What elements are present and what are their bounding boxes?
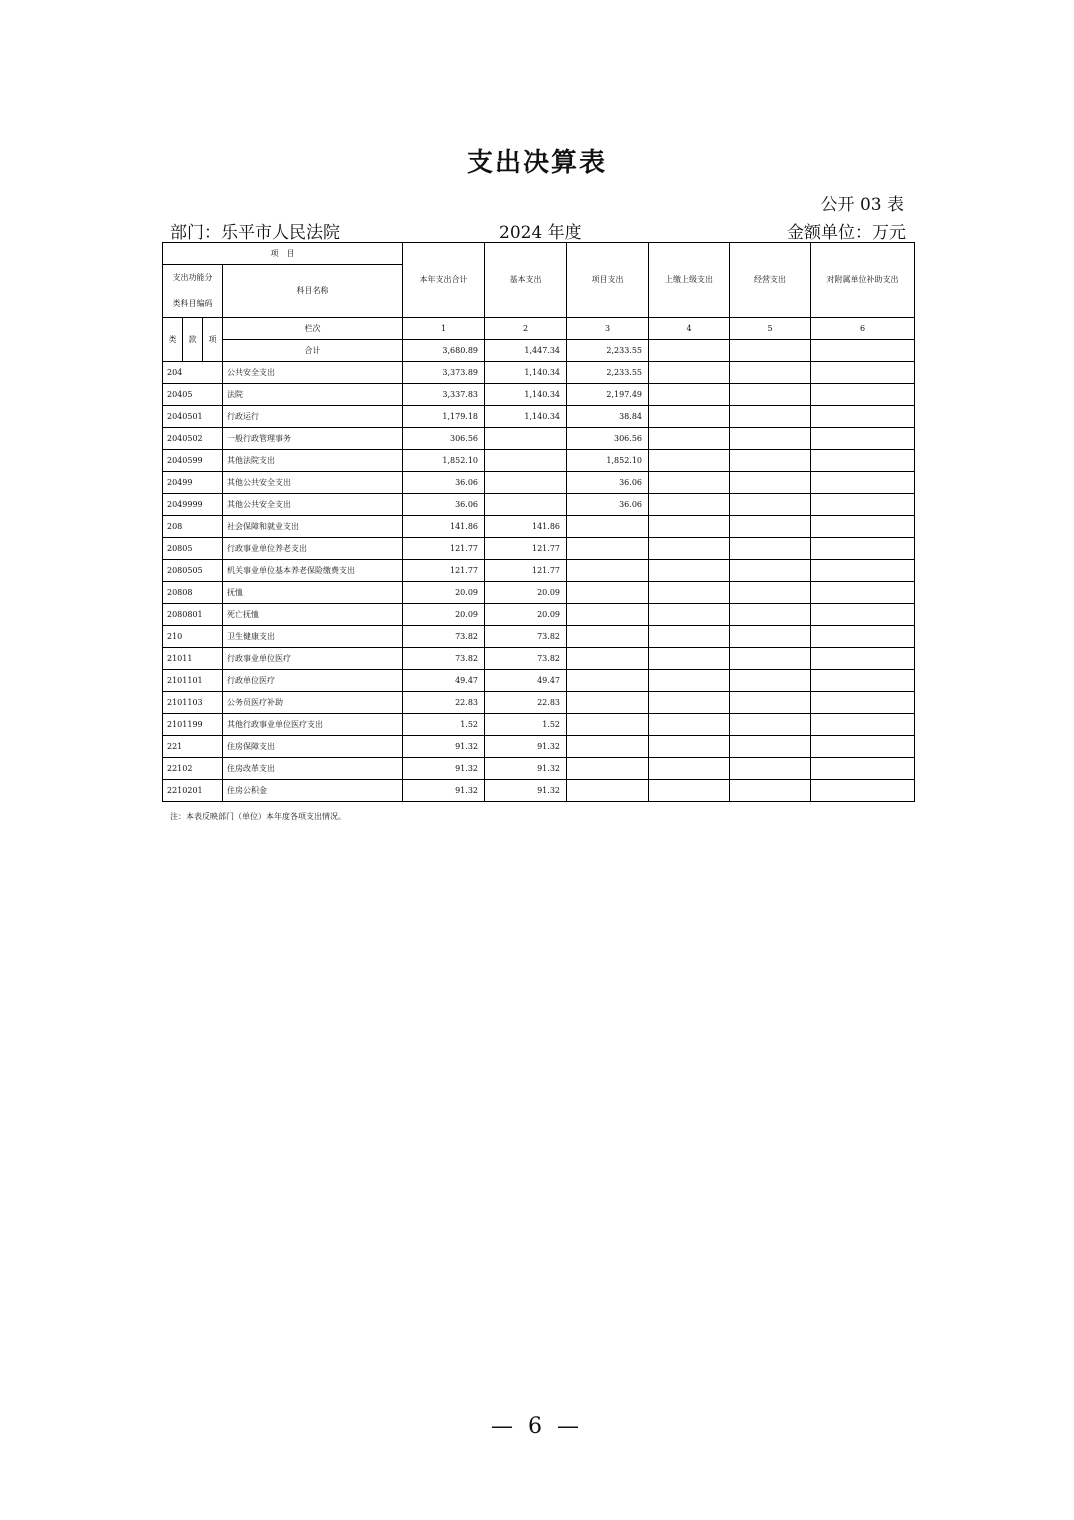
amount-cell: 20.09	[485, 582, 567, 604]
amount-cell	[567, 604, 649, 626]
amount-cell	[649, 604, 730, 626]
expenditure-table	[162, 242, 915, 802]
amount-cell: 49.47	[403, 670, 485, 692]
amount-cell: 20.09	[403, 604, 485, 626]
table-row	[163, 626, 915, 648]
amount-cell	[811, 406, 915, 428]
amount-unit: 金额单位：万元	[787, 223, 906, 243]
amount-cell	[649, 428, 730, 450]
amount-cell	[649, 384, 730, 406]
amount-cell: 121.77	[485, 538, 567, 560]
amount-cell	[811, 626, 915, 648]
amount-cell	[730, 362, 811, 384]
amount-cell	[811, 516, 915, 538]
table-row	[163, 582, 915, 604]
form-number: 公开 03 表	[820, 195, 904, 215]
amount-cell: 36.06	[403, 494, 485, 516]
subject-name: 抚恤	[223, 582, 403, 604]
subject-name: 行政单位医疗	[223, 670, 403, 692]
amount-cell: 20.09	[485, 604, 567, 626]
amount-cell: 1.52	[403, 714, 485, 736]
table-row	[163, 472, 915, 494]
table-row	[163, 362, 915, 384]
amount-cell: 2,197.49	[567, 384, 649, 406]
amount-cell	[567, 516, 649, 538]
amount-cell: 121.77	[403, 538, 485, 560]
subject-name: 一般行政管理事务	[223, 428, 403, 450]
amount-cell	[811, 538, 915, 560]
amount-cell	[567, 648, 649, 670]
table-row	[163, 604, 915, 626]
amount-cell: 121.77	[485, 560, 567, 582]
header-subject-name: 科目名称	[223, 265, 403, 318]
amount-cell	[730, 648, 811, 670]
amount-cell	[730, 560, 811, 582]
header-col-basic: 基本支出	[485, 243, 567, 318]
subject-code: 2080801	[163, 604, 223, 626]
subject-name: 住房保障支出	[223, 736, 403, 758]
table-row	[163, 780, 915, 802]
amount-cell	[730, 428, 811, 450]
table-row	[163, 406, 915, 428]
subject-code: 2101103	[163, 692, 223, 714]
header-col-business: 经营支出	[730, 243, 811, 318]
amount-cell: 91.32	[485, 736, 567, 758]
amount-cell: 1,140.34	[485, 384, 567, 406]
table-row	[163, 428, 915, 450]
amount-cell	[485, 450, 567, 472]
amount-cell	[567, 714, 649, 736]
fiscal-year: 2024 年度	[499, 223, 582, 243]
amount-cell	[730, 406, 811, 428]
subject-code: 210	[163, 626, 223, 648]
subject-name: 法院	[223, 384, 403, 406]
amount-cell	[649, 582, 730, 604]
amount-cell	[649, 626, 730, 648]
header-col-total: 本年支出合计	[403, 243, 485, 318]
subject-name: 其他行政事业单位医疗支出	[223, 714, 403, 736]
amount-cell	[649, 758, 730, 780]
amount-cell	[811, 450, 915, 472]
amount-cell	[730, 714, 811, 736]
amount-cell: 36.06	[567, 472, 649, 494]
amount-cell: 1.52	[485, 714, 567, 736]
subject-name: 其他公共安全支出	[223, 494, 403, 516]
subject-name: 机关事业单位基本养老保险缴费支出	[223, 560, 403, 582]
subject-name: 其他公共安全支出	[223, 472, 403, 494]
subject-code: 2049999	[163, 494, 223, 516]
amount-cell	[811, 560, 915, 582]
amount-cell	[649, 406, 730, 428]
subject-code: 20808	[163, 582, 223, 604]
department-label: 部门：乐平市人民法院	[170, 223, 340, 243]
subject-name: 死亡抚恤	[223, 604, 403, 626]
amount-cell	[649, 450, 730, 472]
total-value	[730, 340, 811, 362]
amount-cell	[649, 780, 730, 802]
amount-cell	[649, 362, 730, 384]
amount-cell	[567, 736, 649, 758]
amount-cell: 1,852.10	[403, 450, 485, 472]
amount-cell: 91.32	[485, 780, 567, 802]
amount-cell	[730, 494, 811, 516]
amount-cell	[567, 758, 649, 780]
amount-cell	[730, 736, 811, 758]
amount-cell	[567, 582, 649, 604]
header-kuan: 款	[183, 318, 203, 362]
header-func-code: 支出功能分类科目编码	[163, 265, 223, 318]
amount-cell	[811, 692, 915, 714]
amount-cell	[811, 670, 915, 692]
amount-cell	[567, 626, 649, 648]
amount-cell	[811, 736, 915, 758]
col-num: 1	[403, 318, 485, 340]
amount-cell: 2,233.55	[567, 362, 649, 384]
amount-cell	[567, 538, 649, 560]
table-row	[163, 736, 915, 758]
subject-name: 社会保障和就业支出	[223, 516, 403, 538]
amount-cell: 36.06	[567, 494, 649, 516]
total-value	[649, 340, 730, 362]
subject-name: 住房改革支出	[223, 758, 403, 780]
amount-cell	[811, 472, 915, 494]
amount-cell	[730, 758, 811, 780]
amount-cell	[649, 670, 730, 692]
amount-cell: 91.32	[403, 736, 485, 758]
page-title: 支出决算表	[466, 148, 607, 178]
amount-cell	[485, 428, 567, 450]
subject-name: 卫生健康支出	[223, 626, 403, 648]
subject-code: 21011	[163, 648, 223, 670]
amount-cell	[730, 670, 811, 692]
subject-code: 2040599	[163, 450, 223, 472]
subject-code: 20405	[163, 384, 223, 406]
amount-cell	[649, 714, 730, 736]
amount-cell: 1,140.34	[485, 406, 567, 428]
table-note: 注：本表反映部门（单位）本年度各项支出情况。	[170, 812, 346, 821]
amount-cell	[730, 472, 811, 494]
meta-line	[170, 218, 906, 242]
amount-cell: 3,337.83	[403, 384, 485, 406]
amount-cell	[811, 714, 915, 736]
amount-cell: 20.09	[403, 582, 485, 604]
amount-cell: 91.32	[403, 780, 485, 802]
amount-cell	[649, 692, 730, 714]
table-row	[163, 758, 915, 780]
total-label: 合计	[223, 340, 403, 362]
amount-cell	[730, 604, 811, 626]
amount-cell	[649, 538, 730, 560]
amount-cell	[811, 384, 915, 406]
amount-cell: 91.32	[403, 758, 485, 780]
amount-cell: 36.06	[403, 472, 485, 494]
amount-cell: 73.82	[485, 626, 567, 648]
table-row	[163, 714, 915, 736]
amount-cell	[730, 626, 811, 648]
amount-cell: 73.82	[403, 626, 485, 648]
total-value: 2,233.55	[567, 340, 649, 362]
amount-cell: 306.56	[567, 428, 649, 450]
subject-name: 行政事业单位养老支出	[223, 538, 403, 560]
amount-cell	[730, 582, 811, 604]
amount-cell	[649, 560, 730, 582]
amount-cell	[730, 516, 811, 538]
col-num: 3	[567, 318, 649, 340]
amount-cell	[649, 494, 730, 516]
amount-cell: 3,373.89	[403, 362, 485, 384]
total-value: 1,447.34	[485, 340, 567, 362]
header-lei: 类	[163, 318, 183, 362]
table-row	[163, 560, 915, 582]
subject-code: 20499	[163, 472, 223, 494]
table-row	[163, 516, 915, 538]
subject-code: 208	[163, 516, 223, 538]
amount-cell	[567, 692, 649, 714]
amount-cell	[567, 670, 649, 692]
amount-cell	[811, 494, 915, 516]
amount-cell: 141.86	[485, 516, 567, 538]
subject-name: 公共安全支出	[223, 362, 403, 384]
amount-cell: 1,852.10	[567, 450, 649, 472]
subject-code: 2080505	[163, 560, 223, 582]
subject-code: 204	[163, 362, 223, 384]
subject-name: 其他法院支出	[223, 450, 403, 472]
subject-name: 行政运行	[223, 406, 403, 428]
amount-cell	[567, 780, 649, 802]
amount-cell	[649, 648, 730, 670]
amount-cell: 22.83	[403, 692, 485, 714]
header-xiang: 项	[203, 318, 223, 362]
amount-cell	[485, 472, 567, 494]
table-row	[163, 648, 915, 670]
table-row	[163, 538, 915, 560]
amount-cell	[811, 780, 915, 802]
amount-cell	[730, 692, 811, 714]
header-col-subsidy: 对附属单位补助支出	[811, 243, 915, 318]
amount-cell: 73.82	[485, 648, 567, 670]
amount-cell	[811, 582, 915, 604]
amount-cell	[811, 648, 915, 670]
amount-cell: 73.82	[403, 648, 485, 670]
subject-code: 2040501	[163, 406, 223, 428]
subject-code: 22102	[163, 758, 223, 780]
amount-cell	[567, 560, 649, 582]
amount-cell: 22.83	[485, 692, 567, 714]
total-value	[811, 340, 915, 362]
amount-cell	[649, 472, 730, 494]
subject-code: 2210201	[163, 780, 223, 802]
table-row	[163, 450, 915, 472]
header-lanci: 栏次	[223, 318, 403, 340]
subject-name: 住房公积金	[223, 780, 403, 802]
col-num: 6	[811, 318, 915, 340]
amount-cell: 306.56	[403, 428, 485, 450]
subject-code: 20805	[163, 538, 223, 560]
amount-cell	[649, 736, 730, 758]
table-row	[163, 384, 915, 406]
subject-code: 2101199	[163, 714, 223, 736]
table-row	[163, 494, 915, 516]
total-value: 3,680.89	[403, 340, 485, 362]
table-row	[163, 692, 915, 714]
amount-cell: 141.86	[403, 516, 485, 538]
amount-cell: 91.32	[485, 758, 567, 780]
table-row	[163, 670, 915, 692]
subject-code: 2040502	[163, 428, 223, 450]
subject-code: 221	[163, 736, 223, 758]
col-num: 2	[485, 318, 567, 340]
col-num: 5	[730, 318, 811, 340]
amount-cell	[811, 362, 915, 384]
amount-cell	[730, 450, 811, 472]
amount-cell	[811, 758, 915, 780]
subject-name: 公务员医疗补助	[223, 692, 403, 714]
amount-cell: 1,179.18	[403, 406, 485, 428]
header-col-remit: 上缴上级支出	[649, 243, 730, 318]
amount-cell: 1,140.34	[485, 362, 567, 384]
amount-cell: 49.47	[485, 670, 567, 692]
subject-code: 2101101	[163, 670, 223, 692]
amount-cell	[811, 604, 915, 626]
col-num: 4	[649, 318, 730, 340]
amount-cell	[730, 384, 811, 406]
header-project: 项 目	[163, 243, 403, 265]
amount-cell	[485, 494, 567, 516]
amount-cell	[811, 428, 915, 450]
page-number: — 6 —	[491, 1414, 583, 1439]
amount-cell: 121.77	[403, 560, 485, 582]
subject-name: 行政事业单位医疗	[223, 648, 403, 670]
amount-cell	[730, 538, 811, 560]
amount-cell	[649, 516, 730, 538]
amount-cell: 38.84	[567, 406, 649, 428]
amount-cell	[730, 780, 811, 802]
header-col-project: 项目支出	[567, 243, 649, 318]
